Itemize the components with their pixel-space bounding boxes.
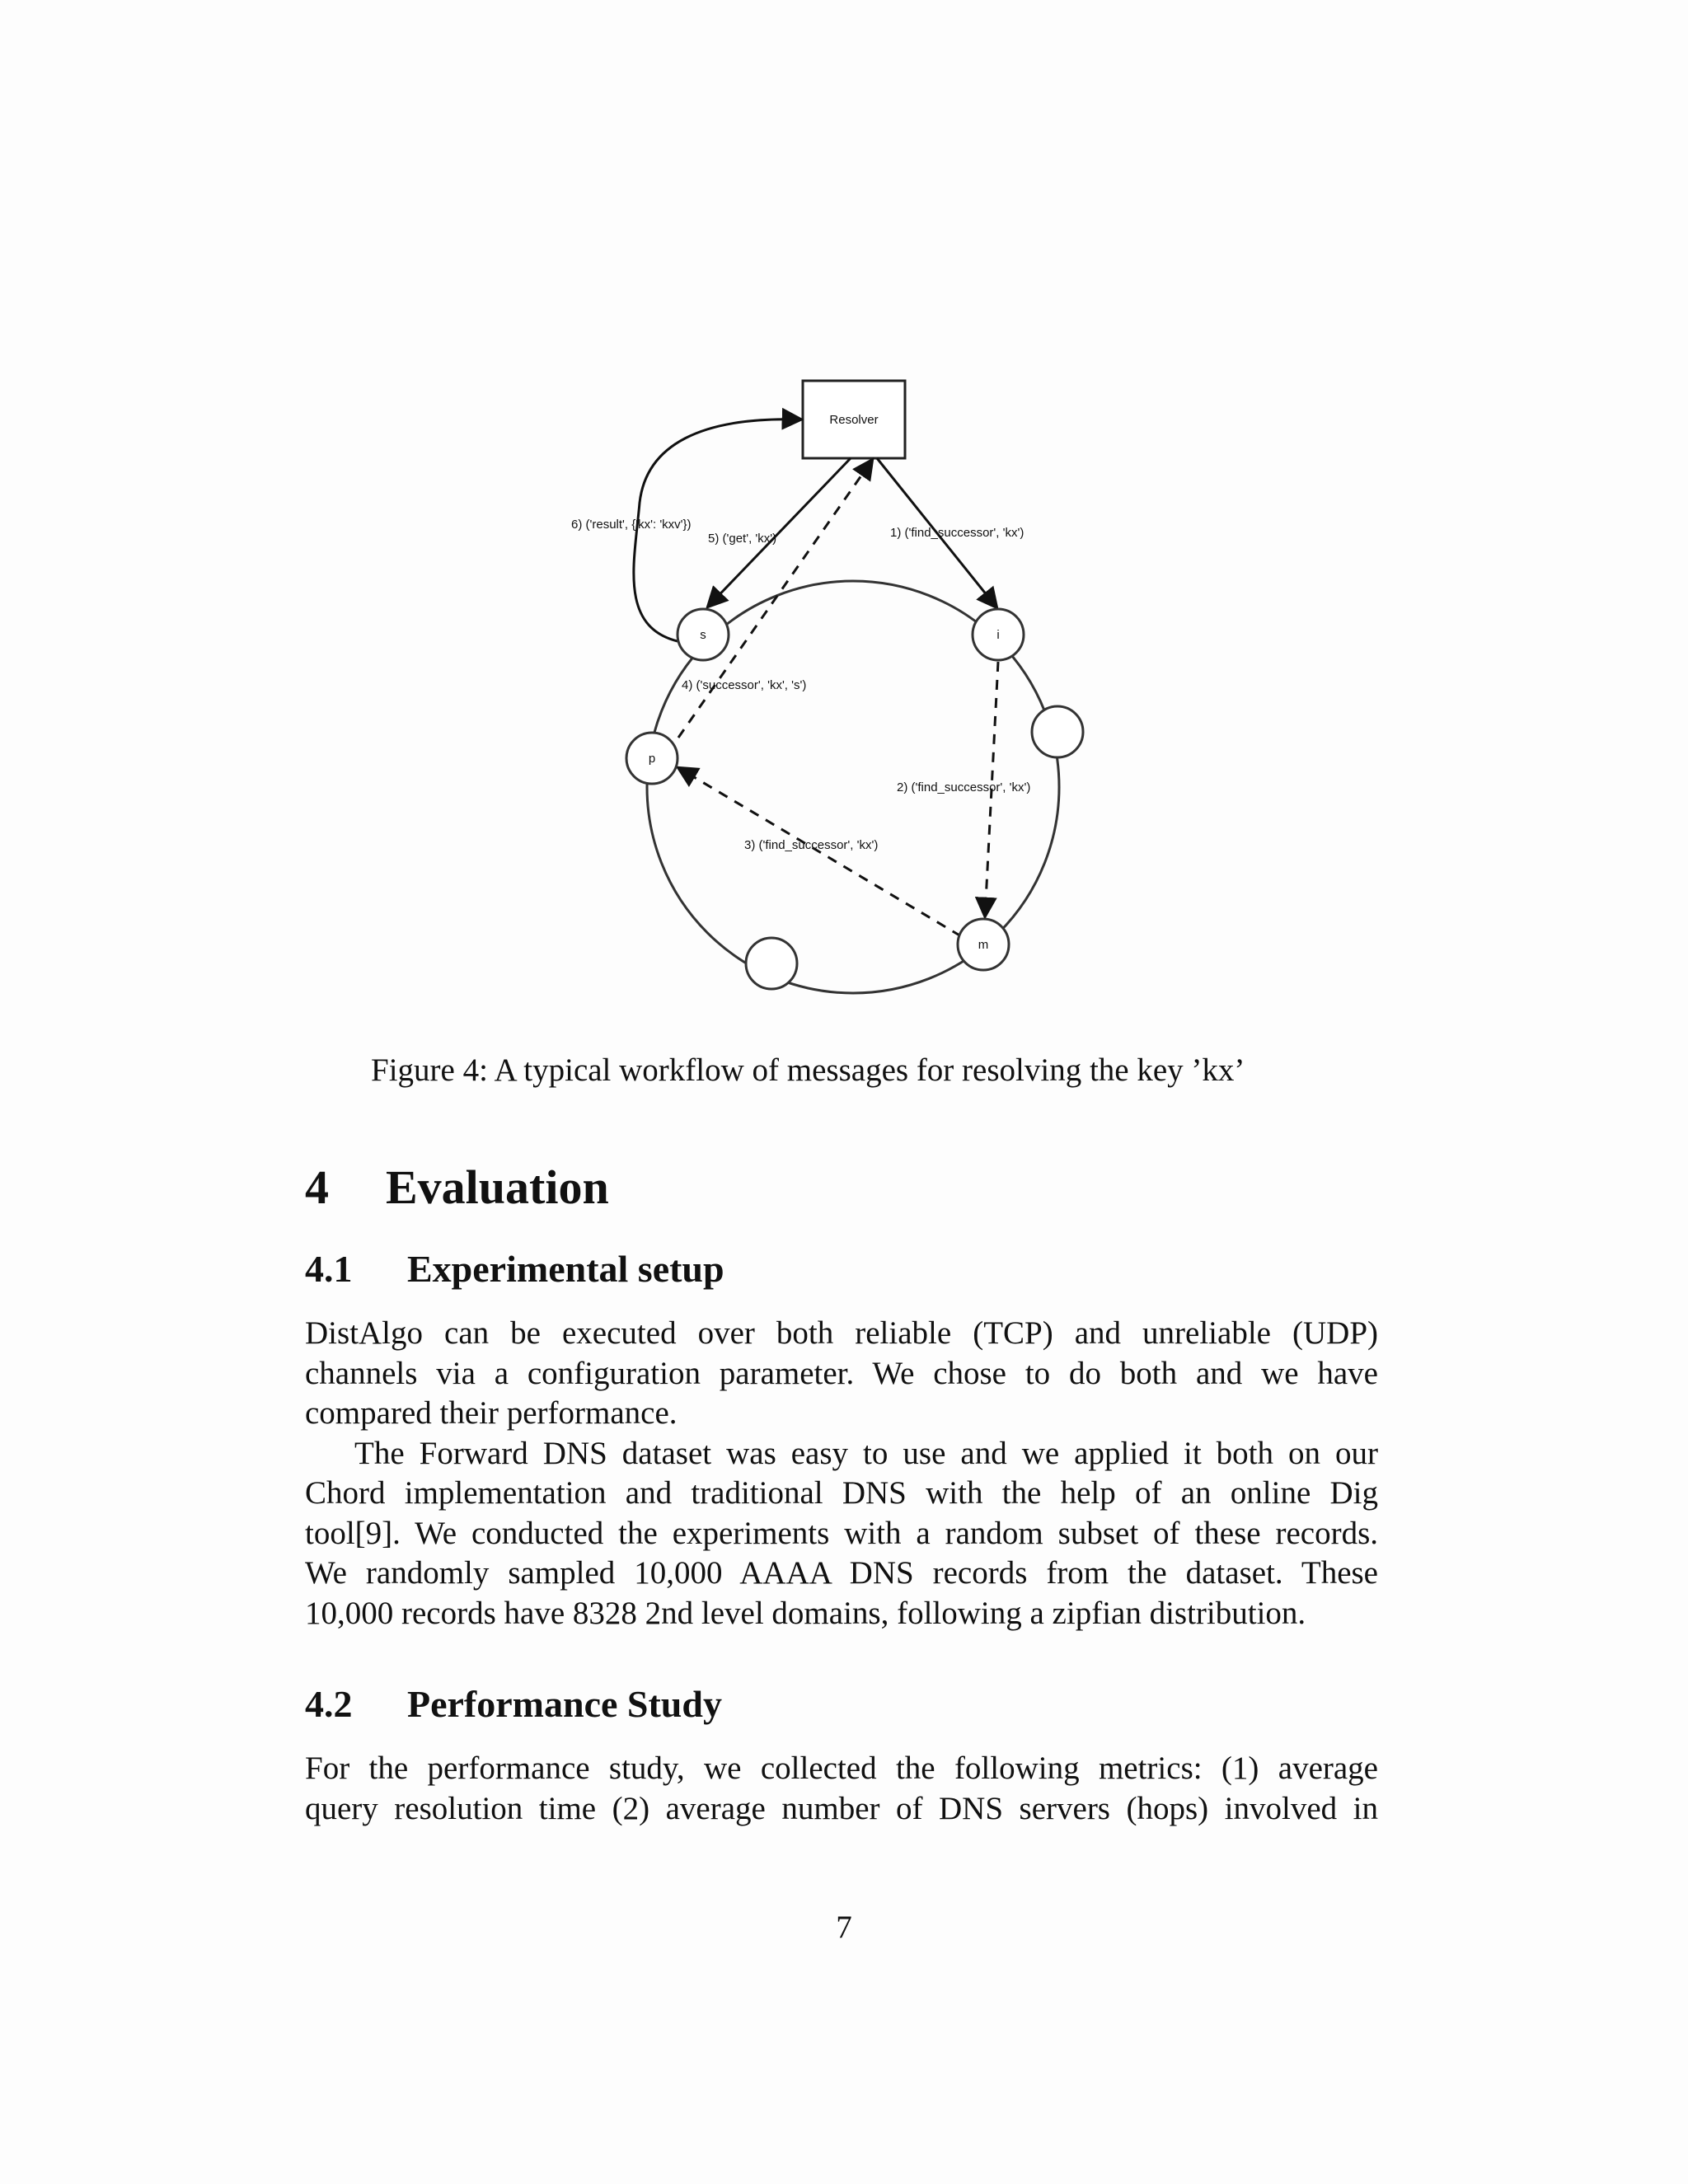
subsection-number: 4.2 [305, 1683, 353, 1725]
resolver-label: Resolver [829, 413, 879, 427]
text-line: We randomly sampled 10,000 AAAA DNS records from the dataset. These [305, 1555, 1378, 1591]
text-line: compared their performance. [305, 1395, 678, 1431]
page-number: 7 [836, 1910, 852, 1945]
edge-label-6: 6) ('result', {'kx': 'kxv'}) [571, 518, 692, 532]
arrow-4 [678, 459, 873, 738]
edge-label-1: 1) ('find_successor', 'kx') [890, 526, 1025, 540]
text-line: For the performance study, we collected the following metrics: (1) average [305, 1750, 1378, 1786]
text-line: query resolution time (2) average number of DNS servers (hops) involved in [305, 1790, 1378, 1826]
paragraph-performance [305, 1749, 1378, 1829]
node-m [958, 919, 1009, 970]
resolver-box [803, 381, 905, 458]
node-s [678, 609, 729, 660]
edge-label-3: 3) ('find_successor', 'kx') [744, 838, 879, 852]
section-heading [305, 1159, 609, 1216]
node-unlabeled-right [1032, 706, 1083, 757]
edge-label-5: 5) ('get', 'kx') [708, 532, 777, 546]
svg-text:m: m [978, 938, 989, 952]
svg-text:i: i [996, 628, 1000, 642]
text-line: 10,000 records have 8328 2nd level domains, following a zipfian distribution. [305, 1595, 1306, 1631]
section-number: 4 [305, 1160, 329, 1214]
paragraph-setup-1 [305, 1314, 1378, 1434]
figure-caption: Figure 4: A typical workflow of messages for resolving the key ’kx’ [371, 1052, 1245, 1088]
workflow-diagram [0, 0, 1688, 1022]
text-line: channels via a configuration parameter. We chose to do both and we have [305, 1355, 1378, 1391]
node-unlabeled-bottom [746, 938, 797, 989]
svg-text:s: s [700, 628, 706, 642]
node-i [973, 609, 1024, 660]
text-line: Chord implementation and traditional DNS with the help of an online Dig [305, 1475, 1378, 1511]
text-line: tool[9]. We conducted the experiments with a random subset of these records. [305, 1515, 1378, 1551]
subsection-title: Performance Study [407, 1683, 722, 1725]
text-line: DistAlgo can be executed over both reliable (TCP) and unreliable (UDP) [305, 1315, 1378, 1351]
section-title: Evaluation [386, 1160, 609, 1214]
paragraph-setup-2 [305, 1434, 1378, 1634]
edge-label-4: 4) ('successor', 'kx', 's') [682, 678, 807, 692]
edge-label-2: 2) ('find_successor', 'kx') [897, 780, 1031, 794]
text-line: The Forward DNS dataset was easy to use and we applied it both on our [354, 1435, 1378, 1471]
node-p [626, 733, 678, 784]
svg-text:p: p [648, 752, 656, 766]
subsection-title: Experimental setup [407, 1248, 724, 1290]
subsection-heading-4-2 [305, 1681, 722, 1727]
subsection-number: 4.1 [305, 1248, 353, 1290]
subsection-heading-4-1 [305, 1246, 724, 1291]
